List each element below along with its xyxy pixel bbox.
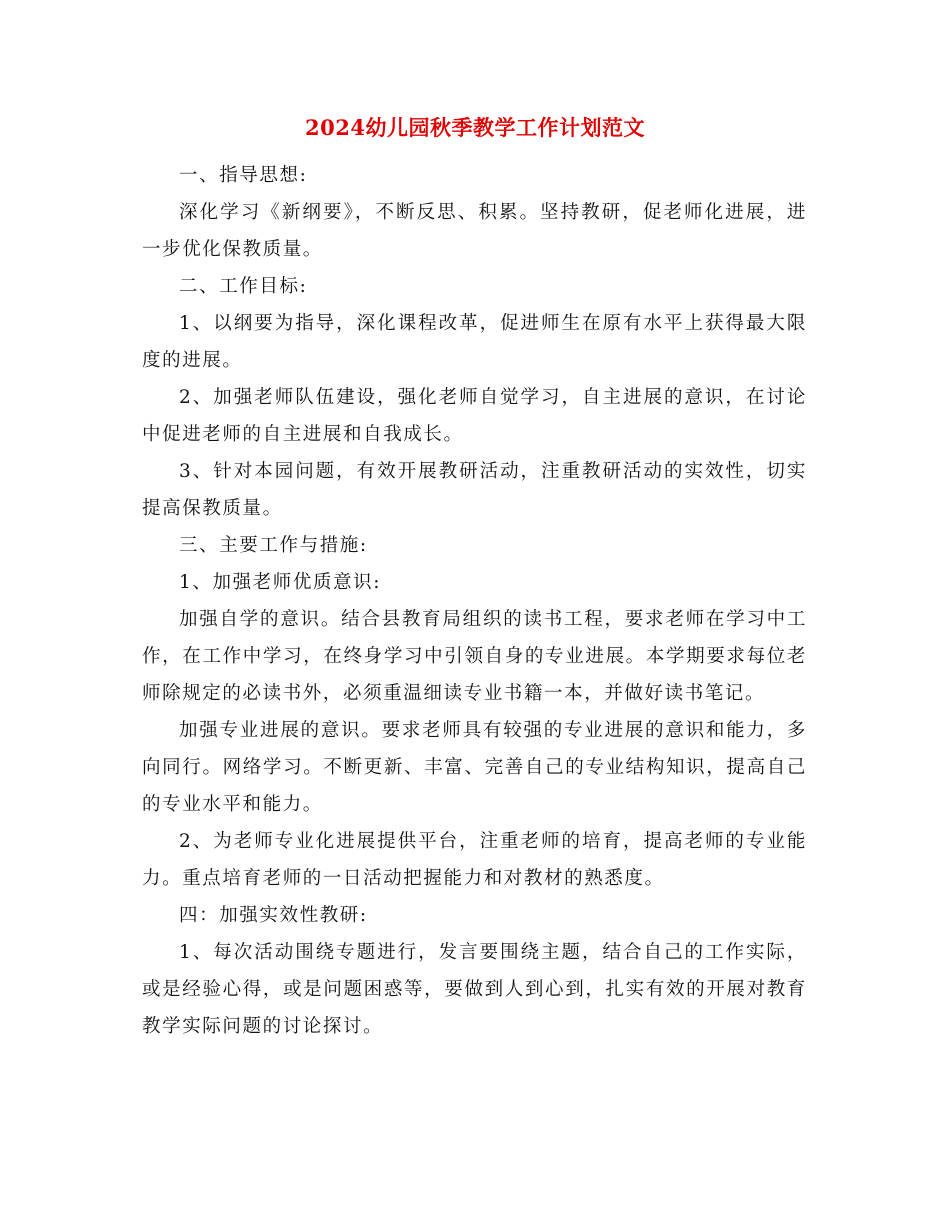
paragraph: 加强自学的意识。结合县教育局组织的读书工程，要求老师在学习中工作，在工作中学习，在终身学习中引领自身的专业进展。本学期要求每位老师除规定的必读书外，必须重温细读专业书籍一本，并做好读书笔记。	[142, 609, 807, 704]
heading-effective-research: 四：加强实效性教研:	[179, 905, 368, 926]
paragraph: 1、以纲要为指导，深化课程改革，促进师生在原有水平上获得最大限度的进展。	[142, 313, 807, 371]
paragraph: 加强专业进展的意识。要求老师具有较强的专业进展的意识和能力，多向同行。网络学习。不断更新、丰富、完善自己的专业结构知识，提高自己的专业水平和能力。	[142, 720, 807, 815]
paragraph: 1、每次活动围绕专题进行，发言要围绕主题，结合自己的工作实际，或是经验心得，或是问题困惑等，要做到人到心到，扎实有效的开展对教育教学实际问题的讨论探讨。	[142, 942, 807, 1037]
heading-guiding-ideology: 一、指导思想:	[179, 165, 308, 186]
subheading: 1、加强老师优质意识:	[179, 572, 382, 593]
document-title: 2024幼儿园秋季教学工作计划范文	[305, 115, 645, 140]
document-body	[142, 157, 807, 1045]
heading-work-goals: 二、工作目标:	[179, 276, 308, 297]
paragraph: 2、为老师专业化进展提供平台，注重老师的培育，提高老师的专业能力。重点培育老师的一日活动把握能力和对教材的熟悉度。	[142, 831, 807, 889]
paragraph: 深化学习《新纲要》，不断反思、积累。坚持教研，促老师化进展，进一步优化保教质量。	[142, 202, 807, 260]
heading-main-measures: 三、主要工作与措施:	[179, 535, 368, 556]
paragraph: 3、针对本园问题，有效开展教研活动，注重教研活动的实效性，切实提高保教质量。	[142, 461, 807, 519]
paragraph: 2、加强老师队伍建设，强化老师自觉学习，自主进展的意识，在讨论中促进老师的自主进展和自我成长。	[142, 387, 807, 445]
